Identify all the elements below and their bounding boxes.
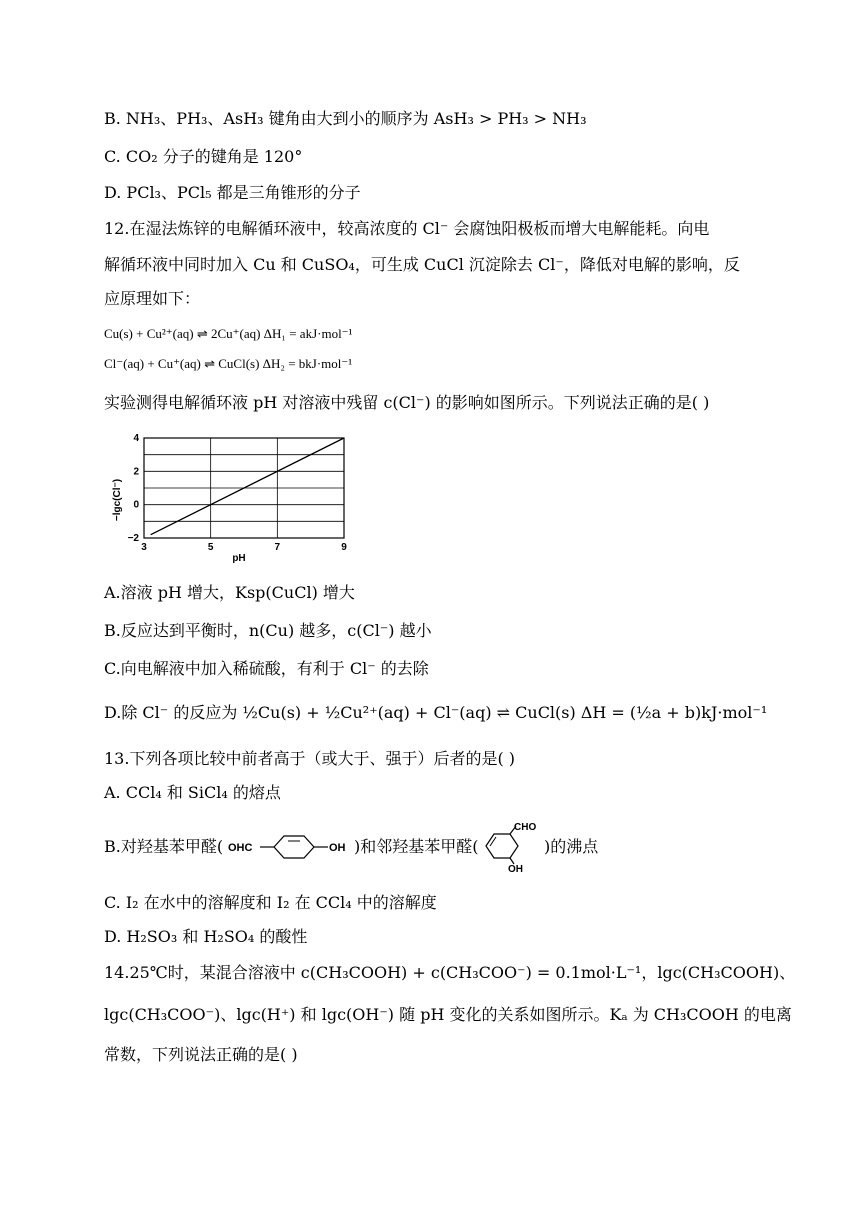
question-12-stem-line-3: 应原理如下： xyxy=(104,289,201,308)
chart-x-ticks xyxy=(141,542,347,553)
question-13-option-d: D. H₂SO₃ 和 H₂SO₄ 的酸性 xyxy=(104,927,308,946)
series-line xyxy=(151,438,344,535)
question-12-option-a: A.溶液 pH 增大，Ksp(CuCl) 增大 xyxy=(104,583,355,602)
question-13-option-a: A. CCl₄ 和 SiCl₄ 的熔点 xyxy=(104,783,281,802)
svg-text:OH: OH xyxy=(508,864,523,872)
question-12-stem-line-4: 实验测得电解循环液 pH 对溶液中残留 c(Cl⁻) 的影响如图所示。下列说法正确的是( ) xyxy=(104,393,710,412)
question-14-stem-line-1: 14.25℃时，某混合溶液中 c(CH₃COOH) + c(CH₃COO⁻) = 0.1mol·L⁻¹，lgc(CH₃COOH)、 xyxy=(104,963,796,982)
question-12-option-c: C.向电解液中加入稀硫酸，有利于 Cl⁻ 的去除 xyxy=(104,659,429,678)
chart-series xyxy=(151,438,344,535)
question-13-option-c: C. I₂ 在水中的溶解度和 I₂ 在 CCl₄ 中的溶解度 xyxy=(104,893,437,912)
svg-text:OHC: OHC xyxy=(228,842,253,854)
ph-chloride-chart xyxy=(104,428,364,568)
question-13-stem: 13.下列各项比较中前者高于（或大于、强于）后者的是( ) xyxy=(104,749,516,768)
x-tick-label: 7 xyxy=(274,542,281,553)
question-12-option-d: D.除 Cl⁻ 的反应为 ½Cu(s) + ½Cu²⁺(aq) + Cl⁻(aq) ⇌ CuCl(s) ΔH = (½a + b)kJ·mol⁻¹ xyxy=(104,703,768,722)
x-tick-label: 3 xyxy=(141,542,147,553)
chart-y-ticks xyxy=(128,433,140,544)
y-tick-label: 4 xyxy=(133,433,139,444)
svg-text:OH: OH xyxy=(329,842,346,854)
reaction-equation-1: Cu(s) + Cu²⁺(aq) ⇌ 2Cu⁺(aq) ΔH₁ = akJ·mol⁻¹ xyxy=(104,326,353,341)
question-12-stem-line-2: 解循环液中同时加入 Cu 和 CuSO₄，可生成 CuCl 沉淀除去 Cl⁻，降低对电解的影响，反 xyxy=(104,255,740,274)
question-12-stem-line-1: 12.在湿法炼锌的电解循环液中，较高浓度的 Cl⁻ 会腐蚀阳极板而增大电解能耗。向电 xyxy=(104,219,710,238)
question-14-stem-line-2: lgc(CH₃COO⁻)、lgc(H⁺) 和 lgc(OH⁻) 随 pH 变化的关系如图所示。Kₐ 为 CH₃COOH 的电离 xyxy=(104,1005,792,1024)
chart-x-axis-label: pH xyxy=(232,553,246,564)
x-tick-label: 5 xyxy=(207,542,214,553)
svg-text:CHO: CHO xyxy=(514,822,537,833)
question-12-option-b: B.反应达到平衡时，n(Cu) 越多，c(Cl⁻) 越小 xyxy=(104,621,432,640)
question-11-option-c: C. CO₂ 分子的键角是 120° xyxy=(104,147,303,166)
question-11-option-d: D. PCl₃、PCl₅ 都是三角锥形的分子 xyxy=(104,183,361,202)
reaction-equation-2: Cl⁻(aq) + Cu⁺(aq) ⇌ CuCl(s) ΔH₂ = bkJ·mol⁻¹ xyxy=(104,356,353,371)
y-tick-label: 0 xyxy=(133,499,139,511)
x-tick-label: 9 xyxy=(341,542,347,553)
question-14-stem-line-3: 常数，下列说法正确的是( ) xyxy=(104,1045,298,1064)
y-tick-label: −2 xyxy=(127,533,139,544)
chart-y-axis-label: −lgc(Cl⁻) xyxy=(112,478,123,522)
y-tick-label: 2 xyxy=(133,466,139,478)
question-11-option-b: B. NH₃、PH₃、AsH₃ 键角由大到小的顺序为 AsH₃ > PH₃ > NH₃ xyxy=(104,109,587,128)
